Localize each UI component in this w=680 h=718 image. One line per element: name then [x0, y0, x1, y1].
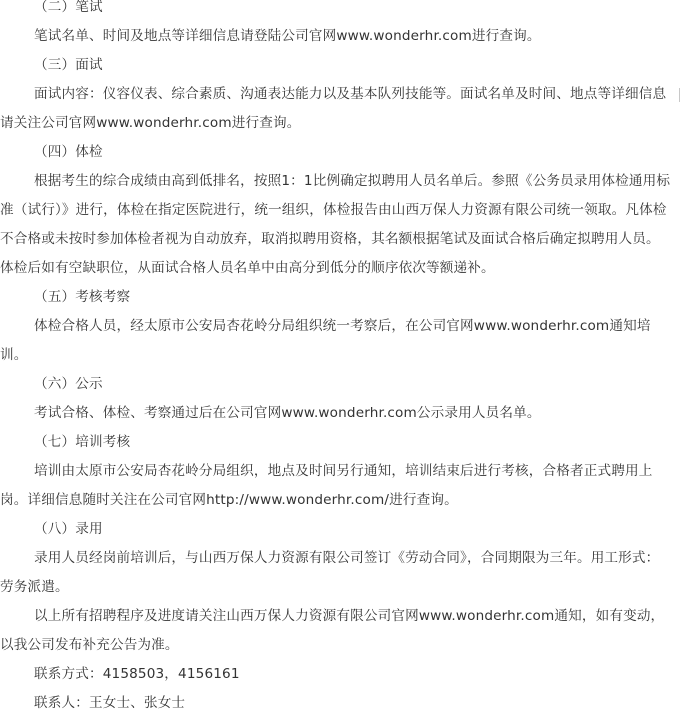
section-body-training: 培训由太原市公安局杏花岭分局组织，地点及时间另行通知，培训结束后进行考核，合格者正式聘用上岗。详细信息随时关注在公司官网http://www.wonderhr.com/进行查询。: [0, 463, 653, 508]
section-heading-medical-exam: （四）体检: [34, 144, 103, 160]
section-heading-assessment: （五）考核考察: [34, 289, 131, 305]
section-body-medical-exam: 根据考生的综合成绩由高到低排名，按照1：1比例确定拟聘用人员名单后。参照《公务员录用体检通用标准（试行）》进行，体检在指定医院进行，统一组织，体检报告由山西万保人力资源有限公司统一领取。凡体检不合格或未按时参加体检者视为自动放弃，取消拟聘用资格，其名额根据笔试及面试合格后确定拟聘用人员。体检后如有空缺职位，从面试合格人员名单中由高分到低分的顺序依次等额递补。: [0, 173, 671, 276]
section-heading-training: （七）培训考核: [34, 434, 131, 450]
contact-phone: 联系方式：4158503，4156161: [34, 666, 240, 682]
contact-person: 联系人：王女士、张女士: [34, 695, 186, 711]
section-body-written-exam: 笔试名单、时间及地点等详细信息请登陆公司官网www.wonderhr.com进行查询。: [34, 28, 541, 44]
section-body-public-notice: 考试合格、体检、考察通过后在公司官网www.wonderhr.com公示录用人员名单。: [34, 405, 541, 421]
section-heading-employment: （八）录用: [34, 521, 103, 537]
section-heading-written-exam: （二）笔试: [34, 0, 103, 15]
section-body-assessment: 体检合格人员，经太原市公安局杏花岭分局组织统一考察后，在公司官网www.wonderhr.com通知培训。: [0, 318, 651, 363]
closing-paragraph: 以上所有招聘程序及进度请关注山西万保人力资源有限公司官网www.wonderhr.com通知，如有变动，以我公司发布补充公告为准。: [0, 608, 665, 653]
section-body-employment: 录用人员经岗前培训后，与山西万保人力资源有限公司签订《劳动合同》，合同期限为三年。用工形式：劳务派遣。: [0, 550, 660, 595]
section-heading-public-notice: （六）公示: [34, 376, 103, 392]
section-heading-interview: （三）面试: [34, 57, 103, 73]
section-body-interview: 面试内容：仪容仪表、综合素质、沟通表达能力以及基本队列技能等。面试名单及时间、地点等详细信息请关注公司官网www.wonderhr.com进行查询。: [0, 86, 667, 131]
